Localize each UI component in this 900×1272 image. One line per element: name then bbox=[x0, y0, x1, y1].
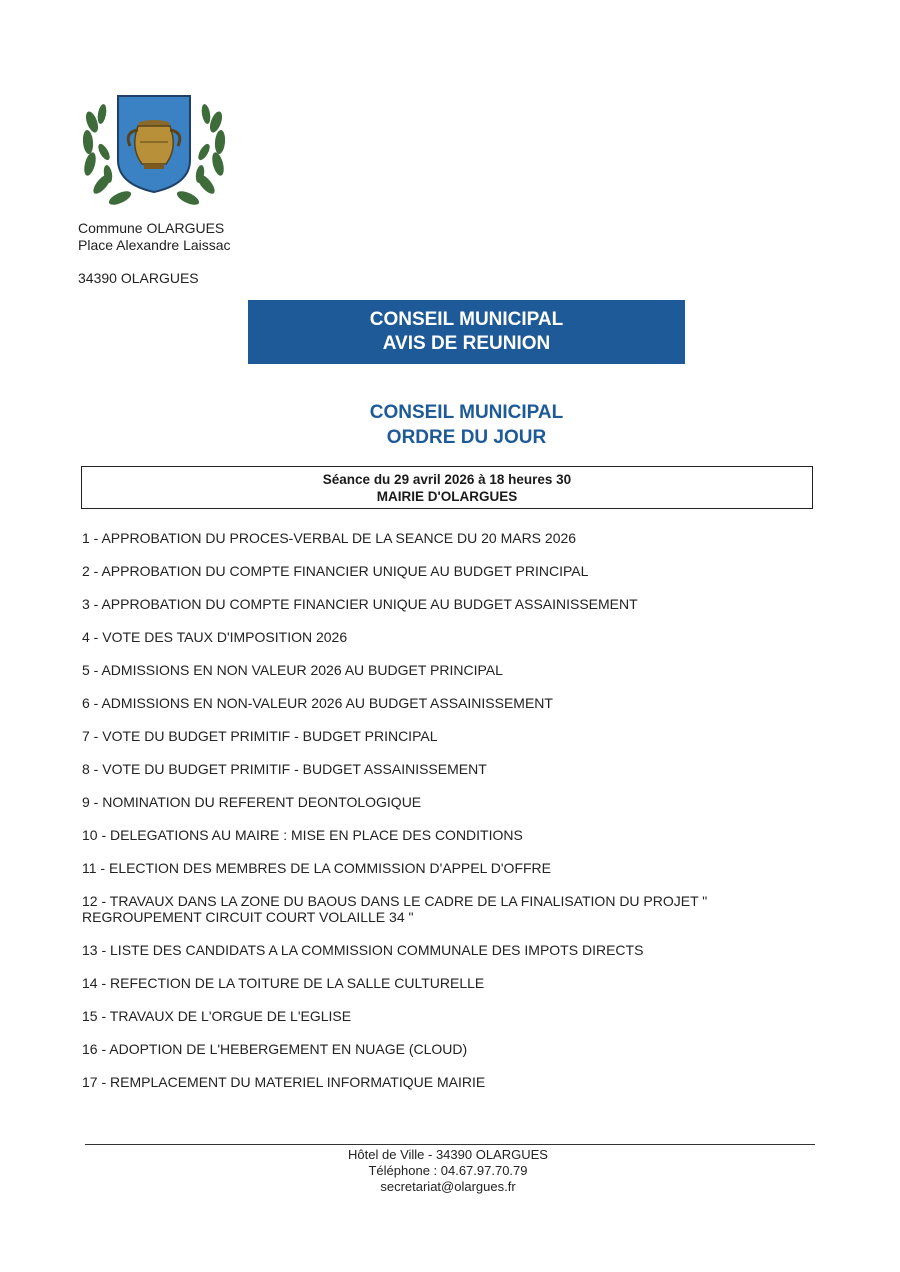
commune-name: Commune OLARGUES bbox=[78, 220, 225, 236]
footer-email[interactable]: secretariat@olargues.fr bbox=[380, 1179, 516, 1194]
coat-of-arms-logo bbox=[78, 92, 230, 214]
agenda-heading-line-2: ORDRE DU JOUR bbox=[386, 427, 547, 448]
agenda-item: 1 - APPROBATION DU PROCES-VERBAL DE LA SEANCE DU 20 MARS 2026 bbox=[82, 530, 577, 546]
footer-phone: Téléphone : 04.67.97.70.79 bbox=[368, 1163, 528, 1178]
agenda-item: 14 - REFECTION DE LA TOITURE DE LA SALLE CULTURELLE bbox=[82, 975, 485, 991]
agenda-item: 12 - TRAVAUX DANS LA ZONE DU BAOUS DANS LE CADRE DE LA FINALISATION DU PROJET " REGROUPEMENT CIRCUIT COURT VOLAILLE 34 " bbox=[82, 893, 708, 925]
agenda-item: 8 - VOTE DU BUDGET PRIMITIF - BUDGET ASSAINISSEMENT bbox=[82, 761, 487, 777]
agenda-item: 17 - REMPLACEMENT DU MATERIEL INFORMATIQUE MAIRIE bbox=[82, 1074, 486, 1090]
agenda-item: 16 - ADOPTION DE L'HEBERGEMENT EN NUAGE (CLOUD) bbox=[82, 1041, 468, 1057]
session-box bbox=[81, 466, 813, 509]
commune-postal: 34390 OLARGUES bbox=[78, 270, 199, 286]
agenda-item: 6 - ADMISSIONS EN NON-VALEUR 2026 AU BUDGET ASSAINISSEMENT bbox=[82, 695, 553, 711]
agenda-list bbox=[82, 530, 822, 1107]
agenda-item: 13 - LISTE DES CANDIDATS A LA COMMISSION COMMUNALE DES IMPOTS DIRECTS bbox=[82, 942, 644, 958]
footer-divider bbox=[85, 1144, 815, 1145]
agenda-item: 5 - ADMISSIONS EN NON VALEUR 2026 AU BUDGET PRINCIPAL bbox=[82, 662, 503, 678]
footer-address: Hôtel de Ville - 34390 OLARGUES bbox=[348, 1147, 548, 1162]
notice-banner bbox=[248, 300, 685, 364]
session-place: MAIRIE D'OLARGUES bbox=[376, 489, 518, 504]
agenda-item: 3 - APPROBATION DU COMPTE FINANCIER UNIQUE AU BUDGET ASSAINISSEMENT bbox=[82, 596, 638, 612]
agenda-item: 15 - TRAVAUX DE L'ORGUE DE L'EGLISE bbox=[82, 1008, 352, 1024]
agenda-item: 11 - ELECTION DES MEMBRES DE LA COMMISSION D'APPEL D'OFFRE bbox=[82, 860, 551, 876]
banner-line-1: CONSEIL MUNICIPAL bbox=[369, 309, 564, 330]
banner-line-2: AVIS DE REUNION bbox=[382, 333, 551, 354]
agenda-item: 7 - VOTE DU BUDGET PRIMITIF - BUDGET PRINCIPAL bbox=[82, 728, 438, 744]
agenda-heading-line-1: CONSEIL MUNICIPAL bbox=[369, 402, 564, 423]
agenda-item: 10 - DELEGATIONS AU MAIRE : MISE EN PLACE DES CONDITIONS bbox=[82, 827, 523, 843]
session-date: Séance du 29 avril 2026 à 18 heures 30 bbox=[322, 472, 572, 487]
agenda-item: 2 - APPROBATION DU COMPTE FINANCIER UNIQUE AU BUDGET PRINCIPAL bbox=[82, 563, 589, 579]
agenda-item: 4 - VOTE DES TAUX D'IMPOSITION 2026 bbox=[82, 629, 348, 645]
agenda-heading bbox=[248, 400, 685, 450]
footer bbox=[248, 1147, 648, 1195]
agenda-item: 9 - NOMINATION DU REFERENT DEONTOLOGIQUE bbox=[82, 794, 422, 810]
commune-street: Place Alexandre Laissac bbox=[78, 237, 231, 253]
